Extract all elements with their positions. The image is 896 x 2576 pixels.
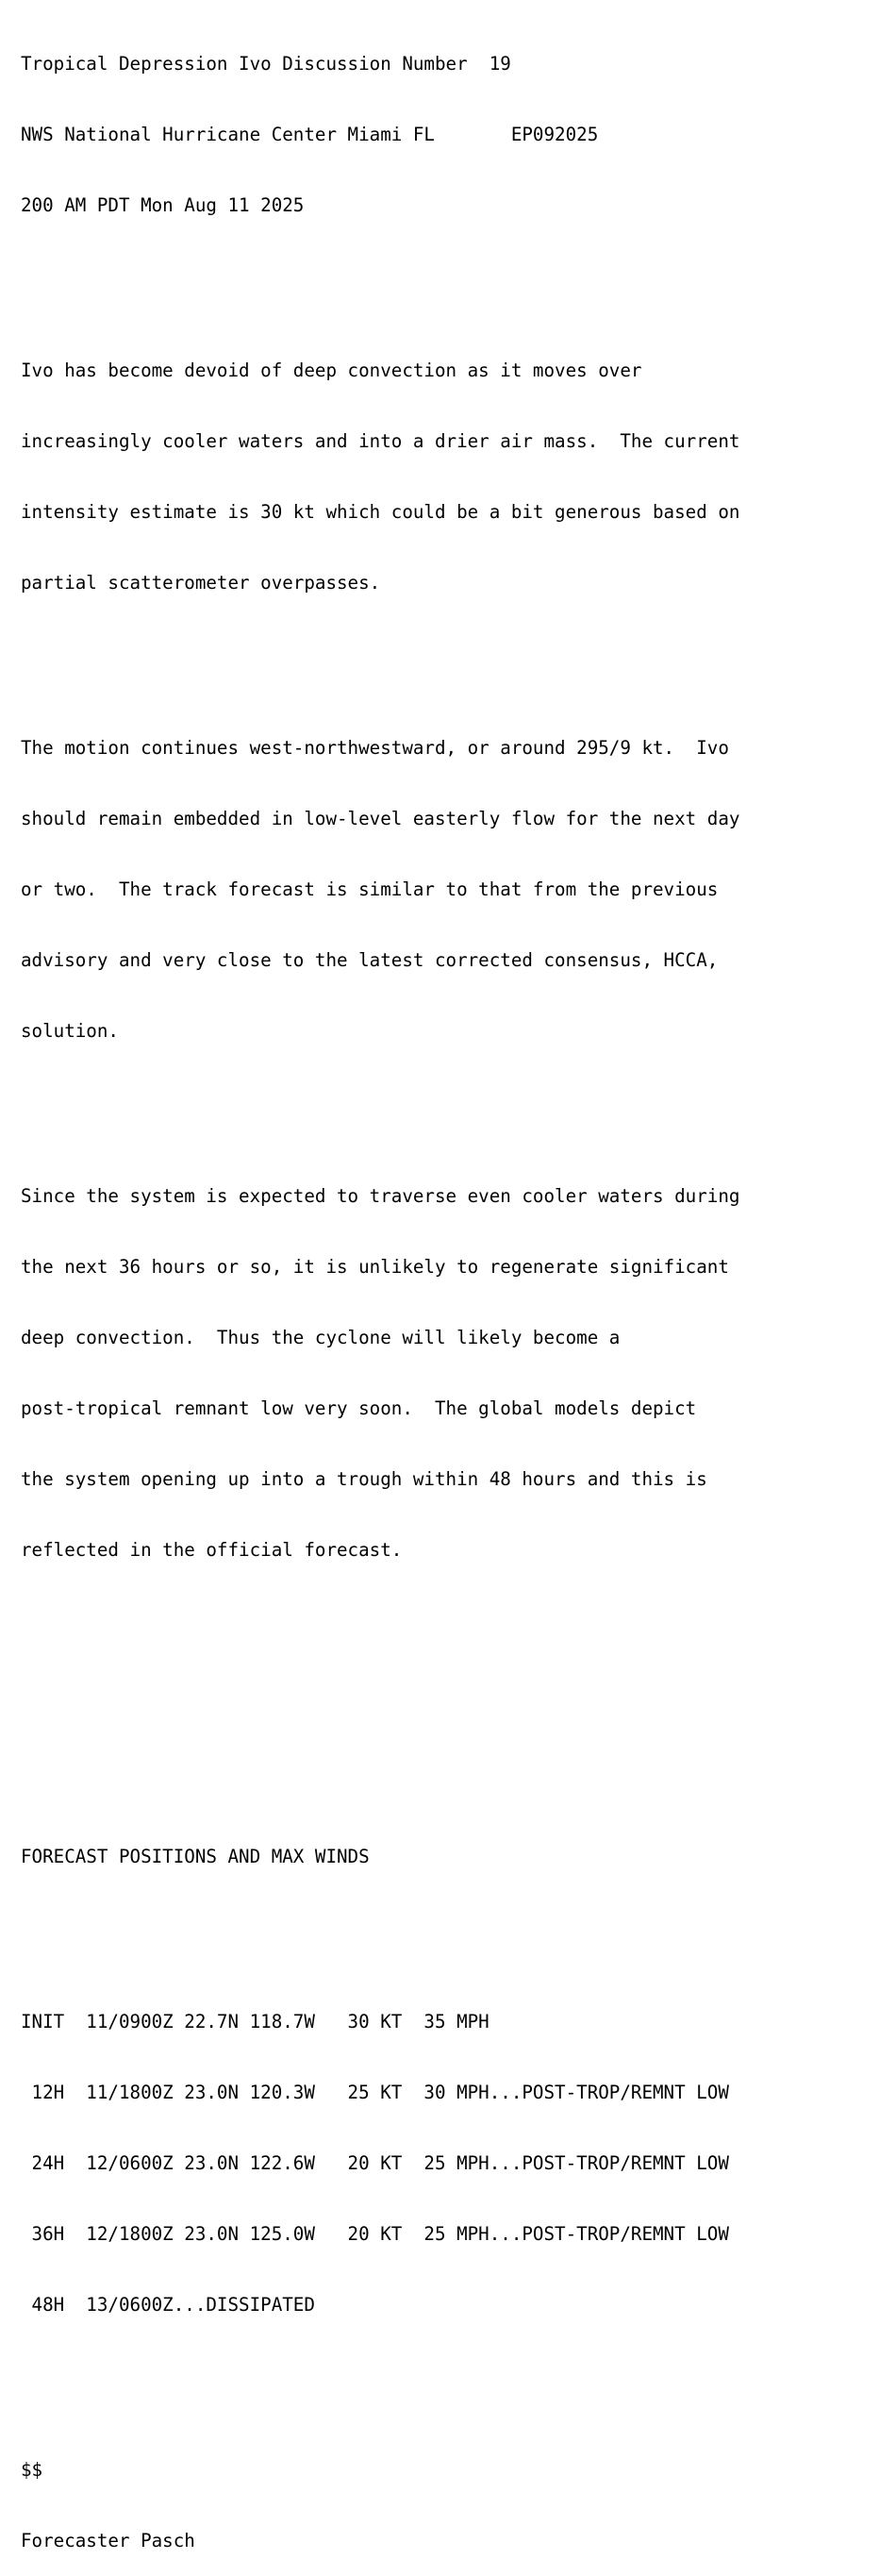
- blank-line: [21, 2364, 739, 2387]
- paragraph-line: deep convection. Thus the cyclone will likely become a: [21, 1327, 621, 1348]
- paragraph-line: The motion continues west-northwestward, or around 295/9 kt. Ivo: [21, 737, 729, 759]
- blank-line: [21, 1090, 739, 1113]
- forecast-row: 48H 13/0600Z...DISSIPATED: [21, 2294, 315, 2316]
- issue-time: 200 AM PDT Mon Aug 11 2025: [21, 194, 305, 216]
- forecast-row: 12H 11/1800Z 23.0N 120.3W 25 KT 30 MPH...POST-TROP/REMNT LOW: [21, 2082, 729, 2103]
- discussion-text: [21, 5, 739, 2576]
- blank-line: [21, 1609, 739, 1632]
- forecaster-signature: Forecaster Pasch: [21, 2530, 195, 2551]
- discussion-title: Tropical Depression Ivo Discussion Number 19: [21, 53, 511, 75]
- paragraph-line: intensity estimate is 30 kt which could be a bit generous based on: [21, 501, 740, 523]
- forecast-row: 24H 12/0600Z 23.0N 122.6W 20 KT 25 MPH...POST-TROP/REMNT LOW: [21, 2152, 729, 2174]
- paragraph-line: the system opening up into a trough within 48 hours and this is: [21, 1468, 707, 1490]
- paragraph-line: or two. The track forecast is similar to that from the previous: [21, 878, 719, 900]
- paragraph-line: the next 36 hours or so, it is unlikely to regenerate significant: [21, 1256, 729, 1278]
- paragraph-line: reflected in the official forecast.: [21, 1539, 403, 1561]
- paragraph-line: Ivo has become devoid of deep convection as it moves over: [21, 360, 642, 381]
- forecast-row: 36H 12/1800Z 23.0N 125.0W 20 KT 25 MPH...POST-TROP/REMNT LOW: [21, 2223, 729, 2245]
- paragraph-line: advisory and very close to the latest corrected consensus, HCCA,: [21, 949, 719, 971]
- paragraph-line: solution.: [21, 1020, 119, 1042]
- blank-line: [21, 642, 739, 665]
- paragraph-line: should remain embedded in low-level easterly flow for the next day: [21, 808, 740, 829]
- paragraph-line: increasingly cooler waters and into a drier air mass. The current: [21, 430, 740, 452]
- blank-line: [21, 1915, 739, 1939]
- product-terminator: $$: [21, 2459, 43, 2481]
- issuing-office: NWS National Hurricane Center Miami FL EP092025: [21, 124, 599, 145]
- forecast-heading: FORECAST POSITIONS AND MAX WINDS: [21, 1846, 370, 1867]
- forecast-row: INIT 11/0900Z 22.7N 118.7W 30 KT 35 MPH: [21, 2011, 489, 2032]
- paragraph-line: Since the system is expected to traverse even cooler waters during: [21, 1185, 740, 1207]
- blank-line: [21, 1680, 739, 1703]
- blank-line: [21, 264, 739, 288]
- blank-line: [21, 1750, 739, 1774]
- paragraph-line: partial scatterometer overpasses.: [21, 572, 381, 594]
- paragraph-line: post-tropical remnant low very soon. The global models depict: [21, 1397, 697, 1419]
